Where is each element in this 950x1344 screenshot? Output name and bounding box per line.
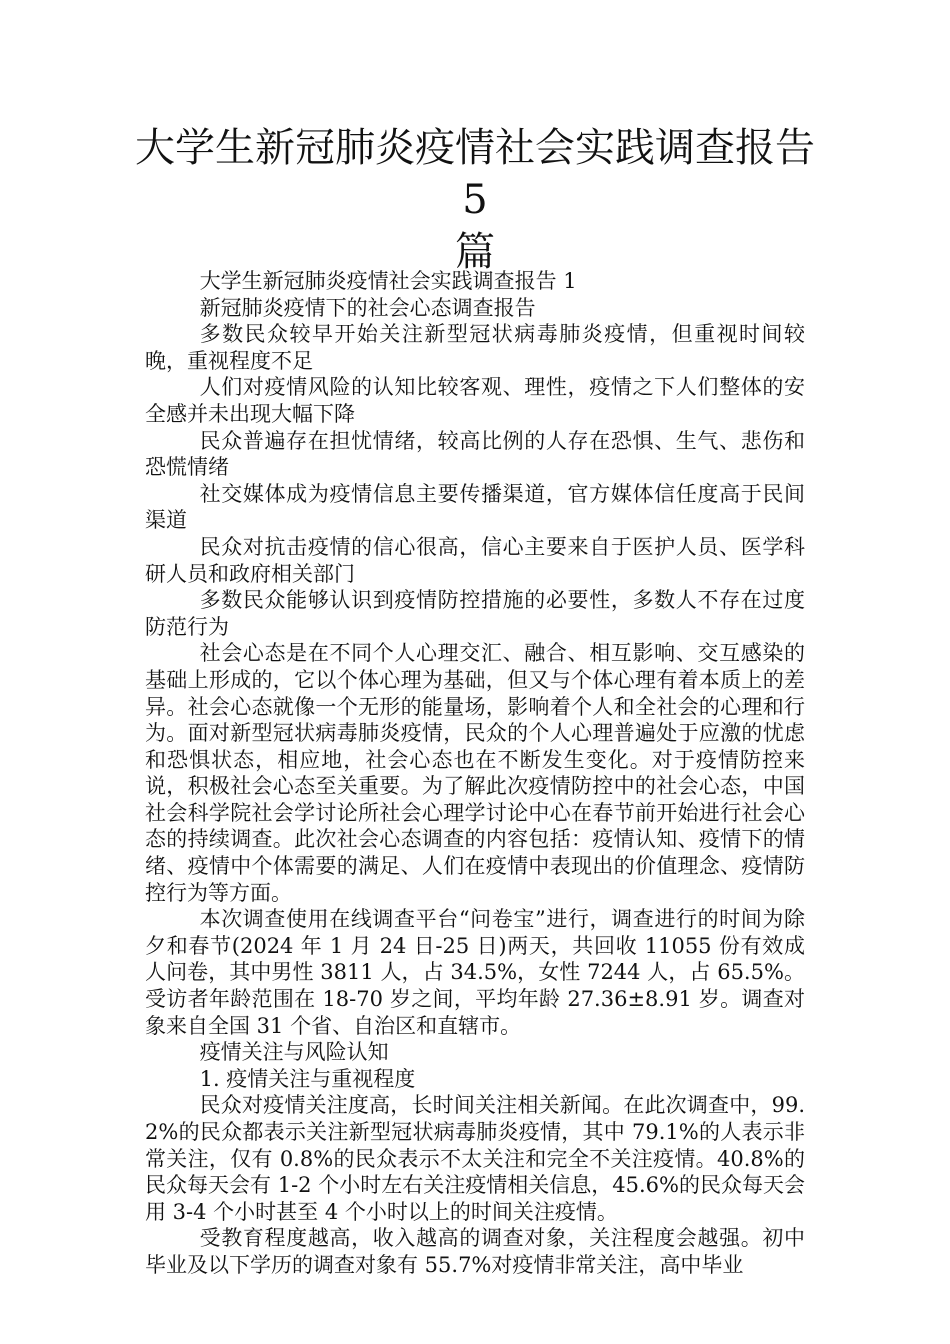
finding-paragraph: 民众对抗击疫情的信心很高，信心主要来自于医护人员、医学科研人员和政府相关部门 bbox=[145, 534, 805, 586]
body-paragraph: 民众对疫情关注度高，长时间关注相关新闻。在此次调查中，99.2%的民众都表示关注新型冠状病毒肺炎疫情，其中 79.1%的人表示非常关注，仅有 0.8%的民众表示不太关注和完全不关注疫情。40.8%的民众每天会有 1-2 个小时左右关注疫情相关信息，45.6%的民众每天会用 3-4 个小时甚至 4 个小时以上的时间关注疫情。 bbox=[145, 1093, 805, 1224]
title-line-2: 篇 bbox=[455, 229, 495, 275]
finding-paragraph: 多数民众能够认识到疫情防控措施的必要性，多数人不存在过度防范行为 bbox=[145, 588, 805, 639]
finding-paragraph: 民众普遍存在担忧情绪，较高比例的人存在恐惧、生气、悲伤和恐慌情绪 bbox=[145, 428, 805, 480]
document-body bbox=[145, 268, 805, 1279]
finding-paragraph: 多数民众较早开始关注新型冠状病毒肺炎疫情，但重视时间较晚，重视程度不足 bbox=[145, 322, 805, 373]
report-heading: 新冠肺炎疫情下的社会心态调查报告 bbox=[199, 295, 536, 320]
document-title bbox=[120, 122, 830, 278]
report-subtitle: 大学生新冠肺炎疫情社会实践调查报告 1 bbox=[199, 269, 577, 293]
body-paragraph: 受教育程度越高，收入越高的调查对象，关注程度会越强。初中毕业及以下学历的调查对象有 55.7%对疫情非常关注，高中毕业 bbox=[145, 1226, 805, 1277]
title-line-1: 大学生新冠肺炎疫情社会实践调查报告 5 bbox=[135, 125, 815, 223]
section-heading: 疫情关注与风险认知 bbox=[199, 1040, 389, 1065]
finding-paragraph: 人们对疫情风险的认知比较客观、理性，疫情之下人们整体的安全感并未出现大幅下降 bbox=[145, 375, 805, 426]
finding-paragraph: 社交媒体成为疫情信息主要传播渠道，官方媒体信任度高于民间渠道 bbox=[145, 481, 805, 533]
subsection-heading: 1. 疫情关注与重视程度 bbox=[199, 1066, 416, 1091]
body-paragraph: 社会心态是在不同个人心理交汇、融合、相互影响、交互感染的基础上形成的，它以个体心理为基础，但又与个体心理有着本质上的差异。社会心态就像一个无形的能量场，影响着个人和全社会的心理和行为。面对新型冠状病毒肺炎疫情，民众的个人心理普遍处于应激的忧虑和恐惧状态，相应地，社会心态也在不断发生变化。对于疫情防控来说，积极社会心态至关重要。为了解此次疫情防控中的社会心态，中国社会科学院社会学讨论所社会心理学讨论中心在春节前开始进行社会心态的持续调查。此次社会心态调查的内容包括：疫情认知、疫情下的情绪、疫情中个体需要的满足、人们在疫情中表现出的价值理念、疫情防控行为等方面。 bbox=[145, 641, 805, 905]
body-paragraph: 本次调查使用在线调查平台“问卷宝”进行，调查进行的时间为除夕和春节(2024 年 1 月 24 日-25 日)两天，共回收 11055 份有效成人问卷，其中男性 3811 人，占 34.5%，女性 7244 人，占 65.5%。受访者年龄范围在 18-70 岁之间，平均年龄 27.36±8.91 岁。调查对象来自全国 31 个省、自治区和直辖市。 bbox=[145, 907, 805, 1038]
